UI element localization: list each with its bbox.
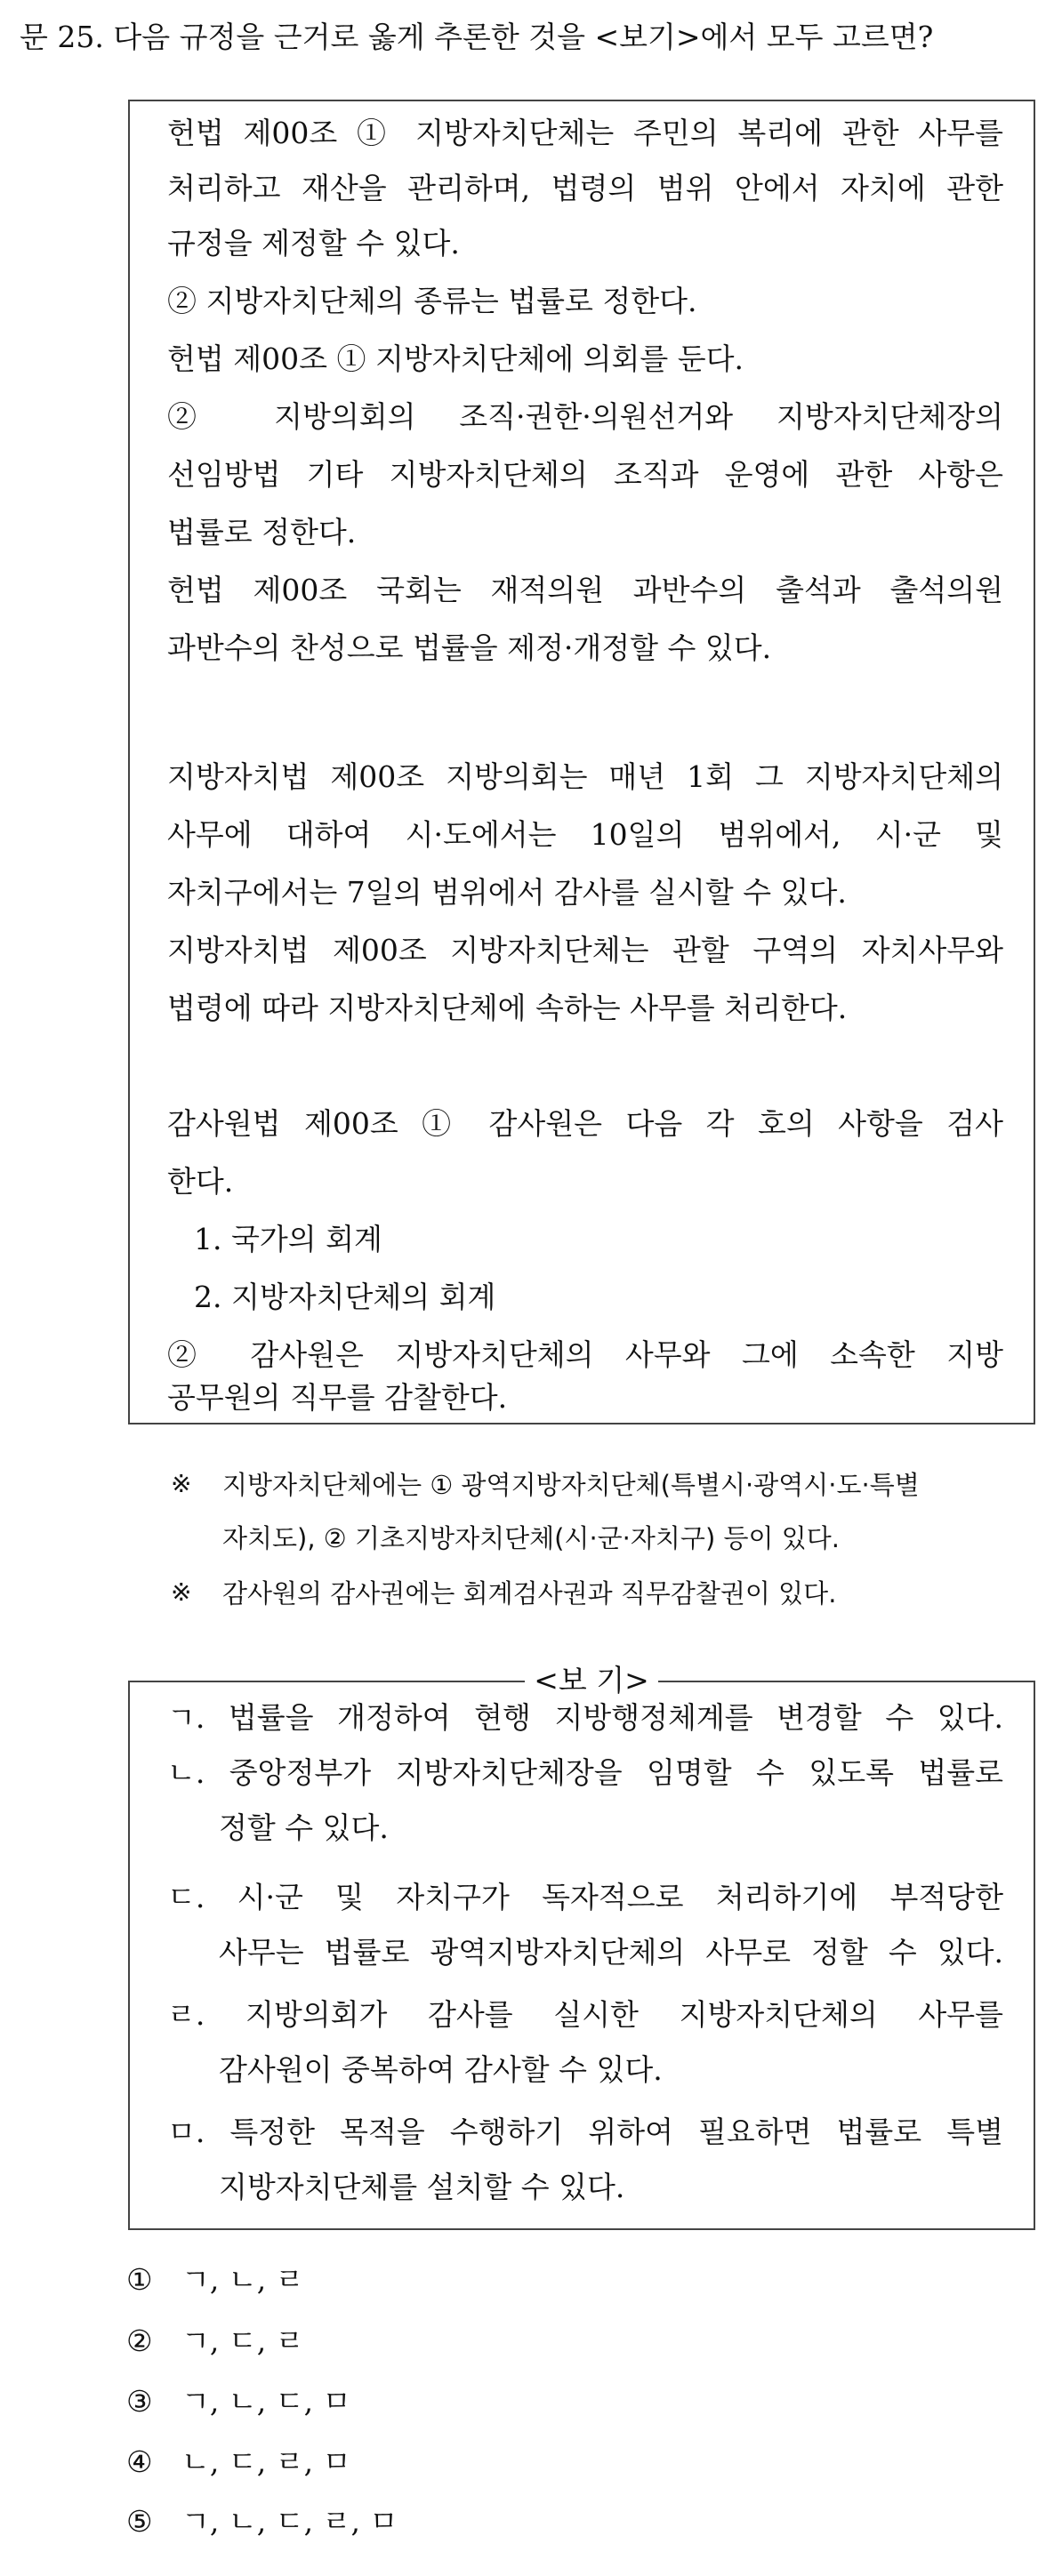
note-1-line-1: 지방자치단체에는 ① 광역지방자치단체(특별시·광역시·도·특별 xyxy=(222,1470,920,1500)
option-number: ② xyxy=(126,2323,153,2358)
bogi-item-cont: 정할 수 있다. xyxy=(219,1810,389,1845)
answer-option-3[interactable] xyxy=(126,2380,350,2423)
note-2: 감사원의 감사권에는 회계검사권과 직무감찰권이 있다. xyxy=(222,1578,837,1609)
bogi-item: ㄹ. 지방의회가 감사를 실시한 지방자치단체의 사무를 xyxy=(167,1997,1003,2032)
bogi-item: ㅁ. 특정한 목적을 수행하기 위하여 필요하면 법률로 특별 xyxy=(167,2115,1003,2149)
law-line: 사무에 대하여 시·도에서는 10일의 범위에서, 시·군 및 xyxy=(167,817,1003,852)
law-line: 법률로 정한다. xyxy=(167,515,357,550)
answer-option-4[interactable] xyxy=(126,2441,350,2484)
option-number: ① xyxy=(126,2262,153,2297)
answer-option-1[interactable] xyxy=(126,2259,304,2301)
law-line: 한다. xyxy=(167,1164,234,1199)
option-text: ㄱ, ㄴ, ㄹ xyxy=(181,2262,304,2297)
option-text: ㄱ, ㄴ, ㄷ, ㄹ, ㅁ xyxy=(181,2504,398,2539)
option-number: ③ xyxy=(126,2384,153,2419)
note-1-line-2: 자치도), ② 기초지방자치단체(시·군·자치구) 등이 있다. xyxy=(222,1523,840,1553)
note-mark: ※ xyxy=(171,1469,192,1498)
bogi-label: <보 기> xyxy=(525,1659,658,1702)
law-item: 1. 국가의 회계 xyxy=(194,1222,382,1256)
bogi-item-cont: 사무는 법률로 광역지방자치단체의 사무로 정할 수 있다. xyxy=(219,1935,1003,1970)
option-text: ㄴ, ㄷ, ㄹ, ㅁ xyxy=(181,2444,351,2479)
law-line: 과반수의 찬성으로 법률을 제정·개정할 수 있다. xyxy=(167,630,772,665)
question-title: 문 25. 다음 규정을 근거로 옳게 추론한 것을 <보기>에서 모두 고르면? xyxy=(20,20,934,54)
law-line: 헌법 제00조 국회는 재적의원 과반수의 출석과 출석의원 xyxy=(167,573,1003,607)
law-item: 2. 지방자치단체의 회계 xyxy=(194,1280,496,1314)
bogi-item: ㄴ. 중앙정부가 지방자치단체장을 임명할 수 있도록 법률로 xyxy=(167,1755,1004,1790)
law-line: 지방자치법 제00조 지방자치단체는 관할 구역의 자치사무와 xyxy=(167,933,1003,967)
law-line: ② 감사원은 지방자치단체의 사무와 그에 소속한 지방 xyxy=(167,1337,1003,1372)
law-line: ② 지방자치단체의 종류는 법률로 정한다. xyxy=(167,284,697,318)
option-text: ㄱ, ㄴ, ㄷ, ㅁ xyxy=(181,2384,351,2419)
law-line: 감사원법 제00조 ① 감사원은 다음 각 호의 사항을 검사 xyxy=(167,1106,1003,1141)
law-line: 헌법 제00조 ① 지방자치단체에 의회를 둔다. xyxy=(167,341,744,376)
law-line: 규정을 제정할 수 있다. xyxy=(167,226,460,261)
law-line: 공무원의 직무를 감찰한다. xyxy=(167,1380,508,1415)
bogi-item-cont: 감사원이 중복하여 감사할 수 있다. xyxy=(219,2052,663,2087)
law-line: 헌법 제00조 ① 지방자치단체는 주민의 복리에 관한 사무를 xyxy=(167,116,1003,150)
law-line: 법령에 따라 지방자치단체에 속하는 사무를 처리한다. xyxy=(167,991,848,1025)
bogi-item: ㄷ. 시·군 및 자치구가 독자적으로 처리하기에 부적당한 xyxy=(167,1880,1003,1914)
option-number: ⑤ xyxy=(126,2504,153,2539)
answer-option-2[interactable] xyxy=(126,2320,304,2363)
bogi-item: ㄱ. 법률을 개정하여 현행 지방행정체계를 변경할 수 있다. xyxy=(167,1700,1003,1735)
law-line: 자치구에서는 7일의 범위에서 감사를 실시할 수 있다. xyxy=(167,875,847,910)
option-number: ④ xyxy=(126,2444,153,2479)
law-line: 처리하고 재산을 관리하며, 법령의 범위 안에서 자치에 관한 xyxy=(167,171,1003,205)
option-text: ㄱ, ㄷ, ㄹ xyxy=(181,2323,304,2358)
note-mark: ※ xyxy=(171,1577,192,1607)
law-line: 지방자치법 제00조 지방의회는 매년 1회 그 지방자치단체의 xyxy=(167,759,1003,794)
bogi-item-cont: 지방자치단체를 설치할 수 있다. xyxy=(219,2170,625,2204)
answer-option-5[interactable] xyxy=(126,2500,398,2543)
law-line: ② 지방의회의 조직·권한·의원선거와 지방자치단체장의 xyxy=(167,399,1003,434)
law-line: 선임방법 기타 지방자치단체의 조직과 운영에 관한 사항은 xyxy=(167,457,1003,492)
